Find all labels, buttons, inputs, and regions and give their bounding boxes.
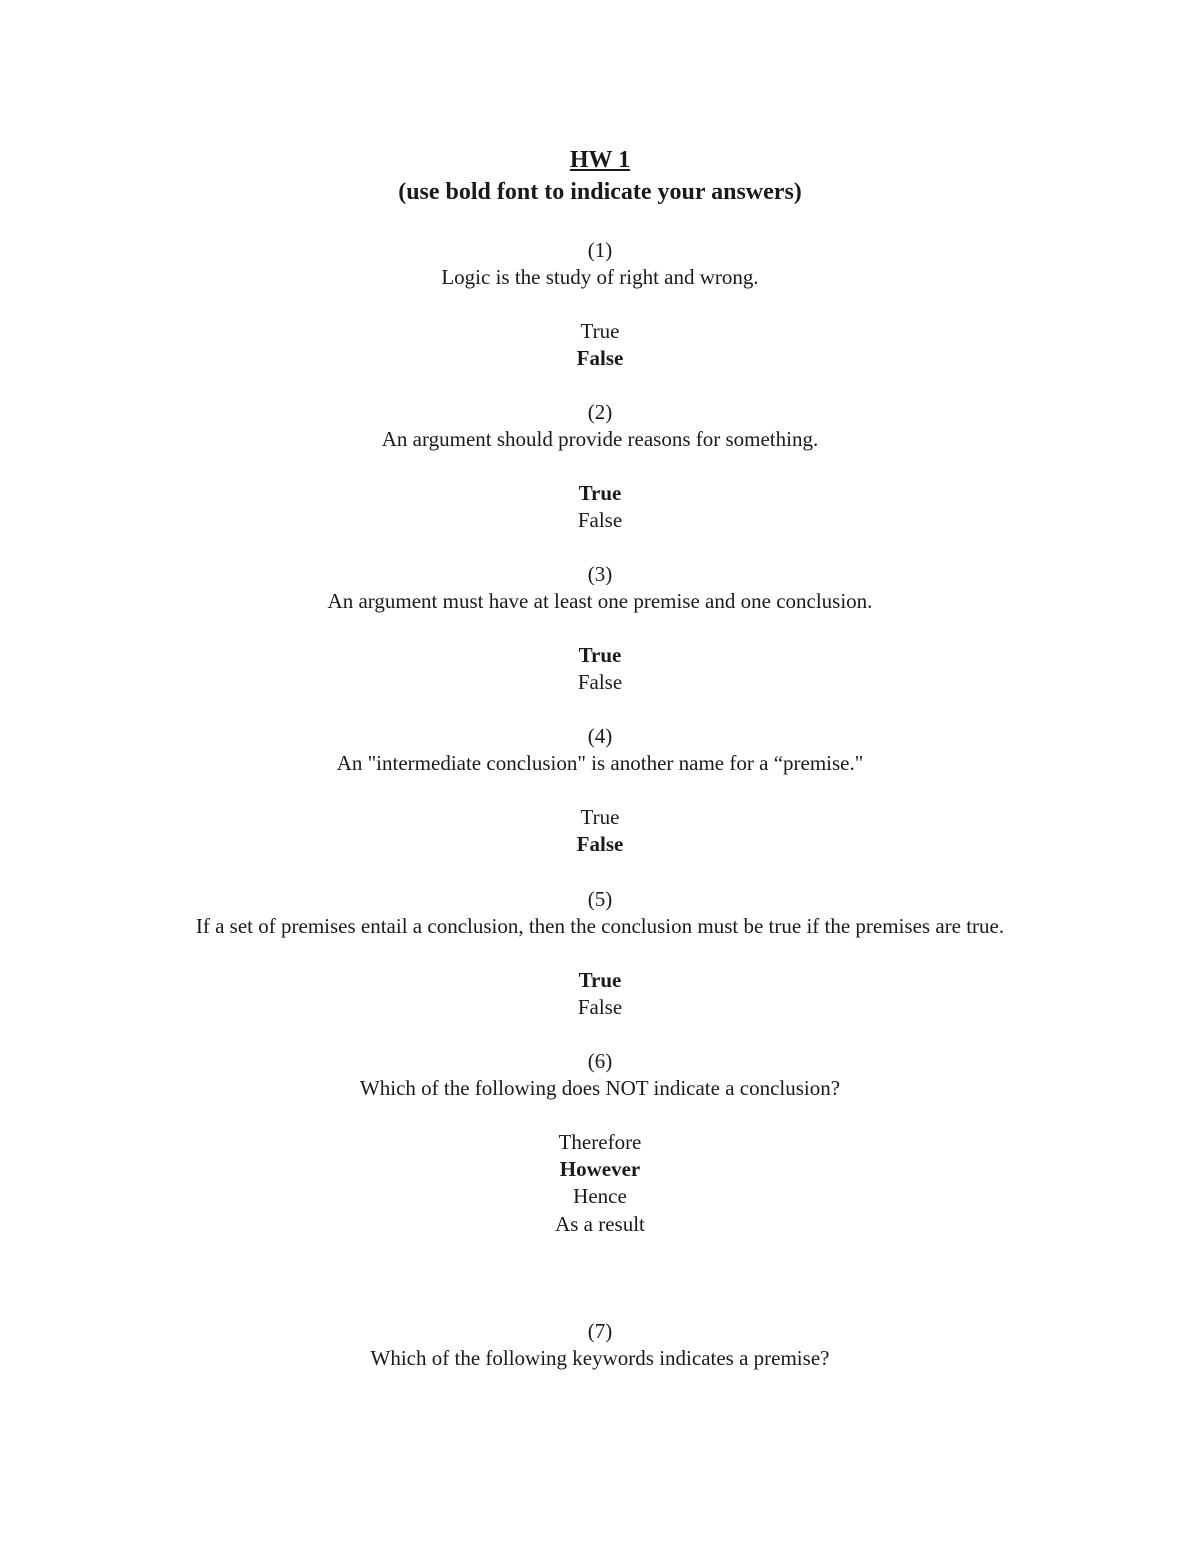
question-prompt: Which of the following does NOT indicate a conclusion? xyxy=(359,1076,841,1100)
question-prompt: An argument should provide reasons for something. xyxy=(381,427,819,451)
answer-option: As a result xyxy=(555,1212,645,1236)
question-number: (4) xyxy=(587,724,613,748)
document-title: HW 1 xyxy=(569,147,631,173)
question-number: (3) xyxy=(587,562,613,586)
question-number: (2) xyxy=(587,400,613,424)
answer-option-selected: True xyxy=(578,968,622,992)
answer-option: Hence xyxy=(573,1184,627,1208)
answer-option-selected: False xyxy=(576,832,624,856)
question-prompt: If a set of premises entail a conclusion, then the conclusion must be true if the premises are true. xyxy=(195,914,1005,938)
answer-option: True xyxy=(580,319,620,343)
answer-option-selected: True xyxy=(578,481,622,505)
document-subtitle: (use bold font to indicate your answers) xyxy=(398,179,802,205)
question-number: (6) xyxy=(587,1049,613,1073)
question-number: (5) xyxy=(587,887,613,911)
question-prompt: An argument must have at least one premise and one conclusion. xyxy=(327,589,873,613)
answer-option-selected: True xyxy=(578,643,622,667)
question-prompt: Which of the following keywords indicates a premise? xyxy=(370,1346,830,1370)
answer-option: True xyxy=(580,805,620,829)
question-number: (7) xyxy=(587,1319,613,1343)
answer-option-selected: False xyxy=(576,346,624,370)
answer-option-selected: However xyxy=(559,1157,641,1181)
question-prompt: An "intermediate conclusion" is another name for a “premise." xyxy=(336,751,864,775)
answer-option: False xyxy=(577,670,623,694)
answer-option: False xyxy=(577,995,623,1019)
question-number: (1) xyxy=(587,238,613,262)
answer-option: False xyxy=(577,508,623,532)
question-prompt: Logic is the study of right and wrong. xyxy=(441,265,759,289)
answer-option: Therefore xyxy=(558,1130,642,1154)
